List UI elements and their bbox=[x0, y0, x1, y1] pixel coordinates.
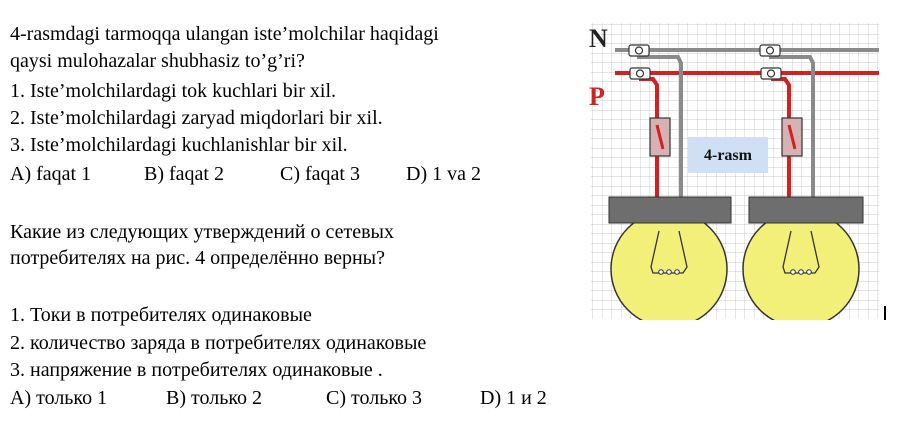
ru-question-line-1: Какие из следующих утверждений о сетевых bbox=[10, 221, 394, 243]
uz-option-a: A) faqat 1 bbox=[10, 163, 92, 185]
figure-caption: 4-rasm bbox=[704, 147, 752, 164]
right-bulb bbox=[743, 197, 863, 320]
uz-option-c: C) faqat 3 bbox=[280, 163, 360, 185]
uz-option-b: B) faqat 2 bbox=[144, 163, 224, 185]
ru-option-d: D) 1 и 2 bbox=[480, 387, 547, 409]
ru-statement-1: 1. Токи в потребителях одинаковые bbox=[10, 304, 312, 326]
uz-question-line-1: 4-rasmdagi tarmoqqa ulangan iste’molchilar haqidagi bbox=[10, 23, 439, 45]
ru-option-b: B) только 2 bbox=[166, 387, 263, 409]
terminal-right-neutral bbox=[760, 45, 780, 56]
label-p: P bbox=[589, 82, 605, 111]
left-bulb bbox=[609, 197, 731, 320]
ru-options bbox=[10, 386, 547, 410]
left-switch bbox=[650, 118, 670, 156]
uz-option-d: D) 1 va 2 bbox=[406, 163, 481, 185]
uz-question-line-2: qaysi mulohazalar shubhasiz to’g’ri? bbox=[10, 50, 305, 72]
terminal-right-phase bbox=[761, 68, 781, 79]
uz-statement-1: 1. Iste’molchilardagi tok kuchlari bir xil. bbox=[10, 80, 337, 102]
ru-option-c: C) только 3 bbox=[326, 387, 423, 409]
label-n: N bbox=[589, 24, 608, 53]
ru-question-line-2: потребителях на рис. 4 определённо верны? bbox=[10, 247, 385, 269]
text-cursor bbox=[884, 306, 886, 320]
right-socket bbox=[749, 197, 863, 223]
uz-options bbox=[10, 162, 481, 186]
ru-option-a: A) только 1 bbox=[10, 387, 108, 409]
circuit-figure bbox=[583, 15, 883, 320]
uz-statement-2: 2. Iste’molchilardagi zaryad miqdorlari bir xil. bbox=[10, 107, 383, 129]
right-switch bbox=[782, 118, 802, 156]
ru-statement-2: 2. количество заряда в потребителях одинаковые bbox=[10, 332, 427, 354]
ru-statement-3: 3. напряжение в потребителях одинаковые . bbox=[10, 359, 383, 381]
uz-statement-3: 3. Iste’molchilardagi kuchlanishlar bir xil. bbox=[10, 134, 348, 156]
terminal-left-neutral bbox=[629, 45, 649, 56]
left-socket bbox=[609, 197, 731, 223]
terminal-left-phase bbox=[630, 68, 650, 79]
